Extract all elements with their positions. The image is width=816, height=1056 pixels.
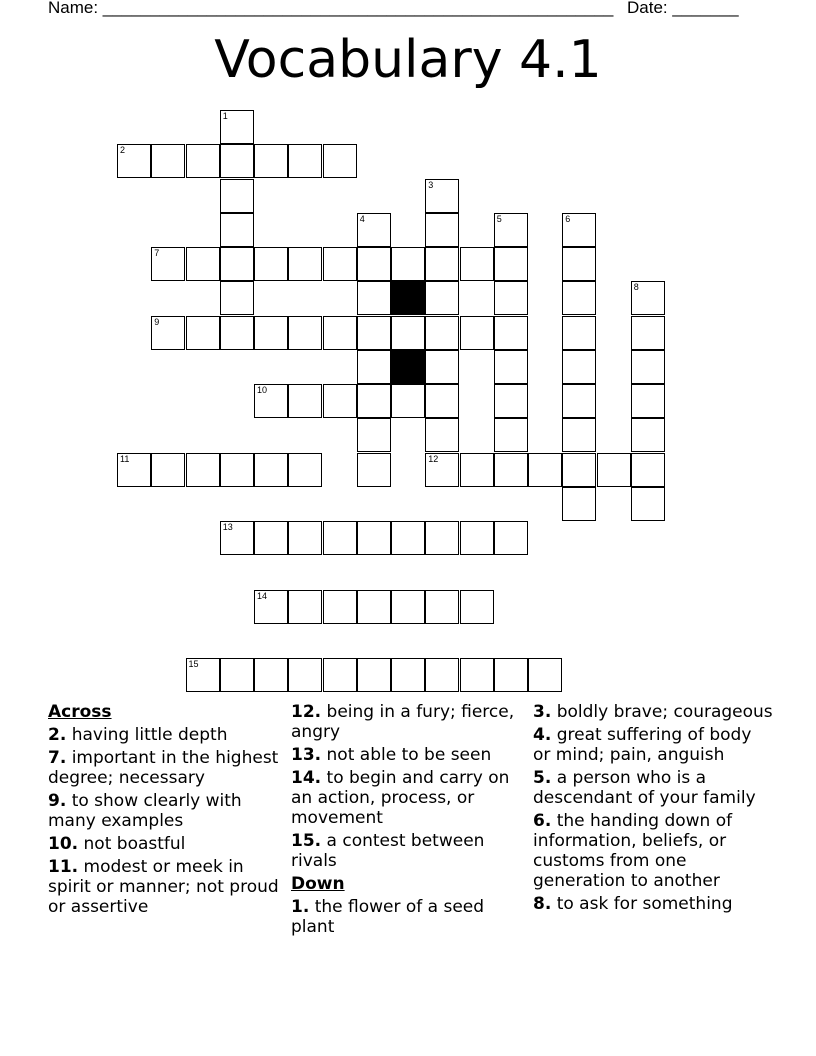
grid-cell[interactable] <box>631 281 665 315</box>
grid-cell[interactable] <box>460 521 494 555</box>
date-field[interactable]: Date: _______ <box>627 0 739 17</box>
grid-cell[interactable] <box>357 590 391 624</box>
grid-cell[interactable] <box>288 590 322 624</box>
clue-across-9: 9. to show clearly with many examples <box>48 791 242 831</box>
grid-cell[interactable] <box>357 453 391 487</box>
grid-cell[interactable] <box>562 316 596 350</box>
grid-cell[interactable] <box>494 384 528 418</box>
grid-cell[interactable] <box>425 316 459 350</box>
grid-cell[interactable] <box>186 658 220 692</box>
clue-down-1: 1. the flower of a seed plant <box>291 897 485 937</box>
grid-cell[interactable] <box>288 453 322 487</box>
grid-cell[interactable] <box>391 316 425 350</box>
grid-cell[interactable] <box>357 384 391 418</box>
grid-cell[interactable] <box>425 453 459 487</box>
grid-cell[interactable] <box>562 247 596 281</box>
grid-cell[interactable] <box>460 453 494 487</box>
grid-cell[interactable] <box>357 658 391 692</box>
grid-cell[interactable] <box>425 350 459 384</box>
cell-number: 6 <box>565 213 571 224</box>
grid-cell[interactable] <box>151 453 185 487</box>
clue-down-5: 5. a person who is a descendant of your family <box>533 768 756 808</box>
grid-cell[interactable] <box>425 590 459 624</box>
grid-cell[interactable] <box>494 453 528 487</box>
grid-cell[interactable] <box>631 316 665 350</box>
cell-number: 11 <box>120 453 130 464</box>
grid-cell[interactable] <box>460 658 494 692</box>
grid-cell[interactable] <box>254 590 288 624</box>
grid-cell[interactable] <box>391 384 425 418</box>
grid-cell[interactable] <box>357 521 391 555</box>
grid-cell[interactable] <box>254 247 288 281</box>
cell-number: 12 <box>428 453 439 464</box>
cell-number: 7 <box>154 248 160 258</box>
clue-across-11: 11. modest or meek in spirit or manner; not proud or assertive <box>48 857 279 917</box>
cell-number: 15 <box>188 659 199 669</box>
cell-number: 13 <box>222 522 233 532</box>
cell-number: 5 <box>496 213 502 224</box>
grid-cell[interactable] <box>494 247 528 281</box>
grid-cell[interactable] <box>220 213 254 247</box>
cell-number: 3 <box>428 179 434 190</box>
grid-cell[interactable] <box>494 521 528 555</box>
grid-cell[interactable] <box>631 384 665 418</box>
cell-number: 2 <box>120 145 126 156</box>
grid-cell[interactable] <box>220 179 254 213</box>
grid-cell[interactable] <box>254 316 288 350</box>
grid-cell[interactable] <box>562 384 596 418</box>
grid-cell[interactable] <box>288 247 322 281</box>
clue-across-15: 15. a contest between rivals <box>291 831 485 871</box>
grid-cell[interactable] <box>425 213 459 247</box>
clue-across-13: 13. not able to be seen <box>291 745 492 765</box>
grid-cell[interactable] <box>562 281 596 315</box>
grid-cell[interactable] <box>220 247 254 281</box>
grid-cell[interactable] <box>528 658 562 692</box>
grid-cell[interactable] <box>597 453 631 487</box>
grid-cell[interactable] <box>425 179 459 213</box>
grid-cell[interactable] <box>562 453 596 487</box>
grid-cell[interactable] <box>323 144 357 178</box>
grid-cell[interactable] <box>117 144 151 178</box>
grid-cell[interactable] <box>254 453 288 487</box>
grid-cell[interactable] <box>460 590 494 624</box>
cell-number: 9 <box>154 316 160 327</box>
grid-cell[interactable] <box>254 144 288 178</box>
grid-cell[interactable] <box>562 350 596 384</box>
grid-cell[interactable] <box>631 418 665 452</box>
clue-down-4: 4. great suffering of body or mind; pain, anguish <box>533 725 752 765</box>
grid-cell[interactable] <box>254 384 288 418</box>
clue-down-8: 8. to ask for something <box>533 894 733 914</box>
black-cell <box>391 281 425 315</box>
grid-cell[interactable] <box>151 316 185 350</box>
grid-cell[interactable] <box>254 521 288 555</box>
cell-number: 14 <box>257 590 268 601</box>
grid-cell[interactable] <box>494 213 528 247</box>
grid-cell[interactable] <box>323 247 357 281</box>
clues-column-2 <box>291 702 527 940</box>
grid-cell[interactable] <box>288 658 322 692</box>
grid-cell[interactable] <box>425 247 459 281</box>
grid-cell[interactable] <box>323 658 357 692</box>
grid-cell[interactable] <box>220 658 254 692</box>
page-title: Vocabulary 4.1 <box>214 30 602 90</box>
grid-cell[interactable] <box>425 281 459 315</box>
grid-cell[interactable] <box>288 384 322 418</box>
cell-number: 1 <box>222 111 228 121</box>
grid-cell[interactable] <box>186 316 220 350</box>
grid-cell[interactable] <box>323 521 357 555</box>
grid-cell[interactable] <box>425 521 459 555</box>
grid-cell[interactable] <box>220 110 254 144</box>
grid-cell[interactable] <box>494 350 528 384</box>
grid-cell[interactable] <box>391 590 425 624</box>
grid-cell[interactable] <box>391 521 425 555</box>
grid-cell[interactable] <box>425 384 459 418</box>
grid-cell[interactable] <box>631 350 665 384</box>
clue-down-6: 6. the handing down of information, beliefs, or customs from one generation to another <box>533 811 733 891</box>
grid-cell[interactable] <box>220 144 254 178</box>
across-heading: Across <box>48 702 112 722</box>
grid-cell[interactable] <box>494 281 528 315</box>
grid-cell[interactable] <box>357 418 391 452</box>
grid-cell[interactable] <box>391 658 425 692</box>
clue-down-3: 3. boldly brave; courageous <box>533 702 773 722</box>
grid-cell[interactable] <box>494 658 528 692</box>
grid-cell[interactable] <box>323 384 357 418</box>
grid-cell[interactable] <box>357 247 391 281</box>
grid-cell[interactable] <box>151 247 185 281</box>
grid-cell[interactable] <box>288 521 322 555</box>
grid-cell[interactable] <box>220 521 254 555</box>
grid-cell[interactable] <box>460 247 494 281</box>
grid-cell[interactable] <box>425 418 459 452</box>
grid-cell[interactable] <box>288 144 322 178</box>
grid-cell[interactable] <box>117 453 151 487</box>
grid-cell[interactable] <box>562 487 596 521</box>
grid-cell[interactable] <box>357 281 391 315</box>
grid-cell[interactable] <box>323 590 357 624</box>
grid-cell[interactable] <box>391 247 425 281</box>
name-field[interactable]: Name: ______________________________________________________ <box>48 0 614 17</box>
grid-cell[interactable] <box>631 453 665 487</box>
grid-cell[interactable] <box>425 658 459 692</box>
grid-cell[interactable] <box>494 418 528 452</box>
black-cell <box>391 350 425 384</box>
grid-cell[interactable] <box>254 658 288 692</box>
grid-cell[interactable] <box>562 418 596 452</box>
grid-cell[interactable] <box>186 453 220 487</box>
clue-across-10: 10. not boastful <box>48 834 186 854</box>
grid-cell[interactable] <box>631 487 665 521</box>
clue-across-7: 7. important in the highest degree; necessary <box>48 748 279 788</box>
grid-cell[interactable] <box>357 350 391 384</box>
clues-column-1 <box>48 702 284 920</box>
grid-cell[interactable] <box>528 453 562 487</box>
grid-cell[interactable] <box>357 213 391 247</box>
grid-cell[interactable] <box>357 316 391 350</box>
grid-cell[interactable] <box>220 453 254 487</box>
grid-cell[interactable] <box>323 316 357 350</box>
grid-cell[interactable] <box>562 213 596 247</box>
clue-across-2: 2. having little depth <box>48 725 228 745</box>
grid-cell[interactable] <box>186 247 220 281</box>
cell-number: 8 <box>633 282 639 293</box>
grid-cell[interactable] <box>151 144 185 178</box>
grid-cell[interactable] <box>220 281 254 315</box>
grid-cell[interactable] <box>460 316 494 350</box>
cell-number: 10 <box>257 385 268 395</box>
clue-across-14: 14. to begin and carry on an action, process, or movement <box>291 768 510 828</box>
clue-across-12: 12. being in a fury; fierce, angry <box>291 702 515 742</box>
grid-cell[interactable] <box>220 316 254 350</box>
grid-cell[interactable] <box>288 316 322 350</box>
grid-cell[interactable] <box>494 316 528 350</box>
grid-cell[interactable] <box>186 144 220 178</box>
down-heading: Down <box>291 874 345 894</box>
clues-column-3 <box>533 702 773 917</box>
cell-number: 4 <box>359 213 365 224</box>
